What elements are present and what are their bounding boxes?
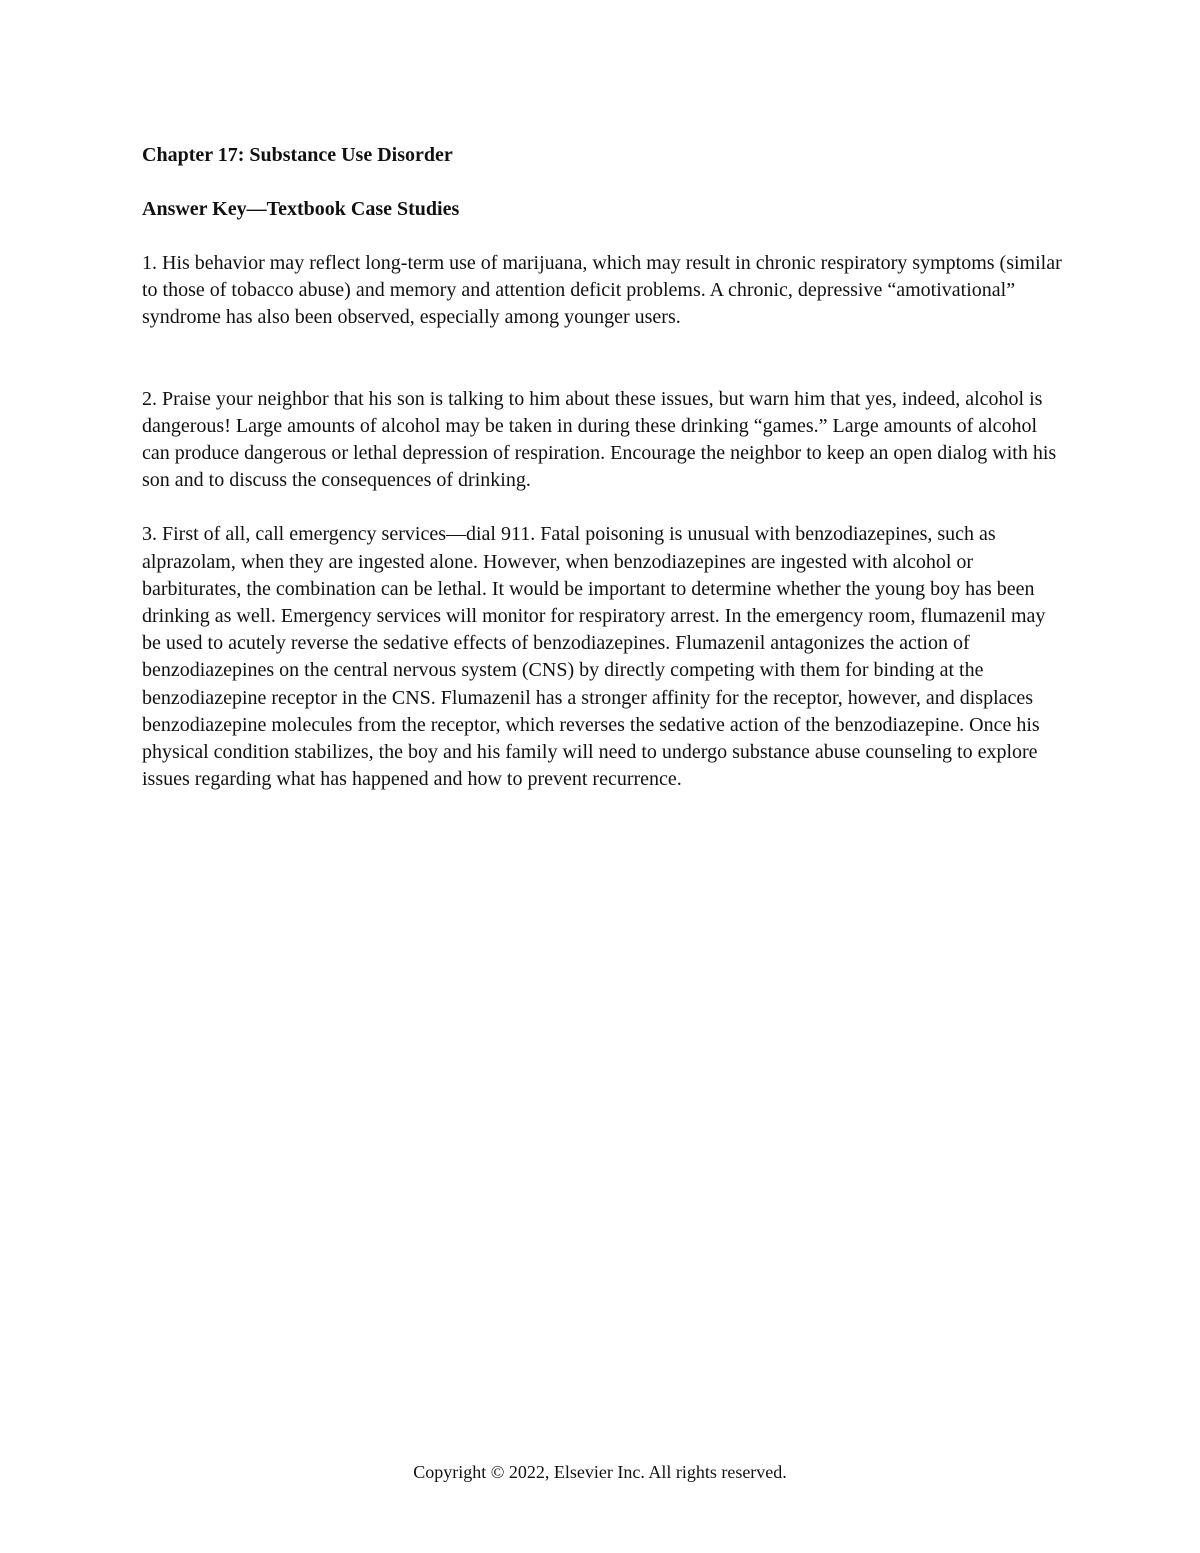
copyright-footer: Copyright © 2022, Elsevier Inc. All rights reserved. <box>413 1462 787 1482</box>
answer-paragraph-3: 3. First of all, call emergency services—dial 911. Fatal poisoning is unusual with benzodiazepines, such as alprazolam, when they are ingested alone. However, when benzodiazepines are ingested with alcohol or barbiturates, the combination can be lethal. It would be important to determine whether the young boy has been drinking as well. Emergency services will monitor for respiratory arrest. In the emergency room, flumazenil may be used to acutely reverse the sedative effects of benzodiazepines. Flumazenil antagonizes the action of benzodiazepines on the central nervous system (CNS) by directly competing with them for binding at the benzodiazepine receptor in the CNS. Flumazenil has a stronger affinity for the receptor, however, and displaces benzodiazepine molecules from the receptor, which reverses the sedative action of the benzodiazepine. Once his physical condition stabilizes, the boy and his family will need to undergo substance abuse counseling to explore issues regarding what has happened and how to prevent recurrence. <box>142 523 1046 791</box>
chapter-title: Chapter 17: Substance Use Disorder <box>142 144 453 166</box>
section-title: Answer Key—Textbook Case Studies <box>142 198 460 220</box>
answer-paragraph-1: 1. His behavior may reflect long-term use of marijuana, which may result in chronic respiratory symptoms (similar to those of tobacco abuse) and memory and attention deficit problems. A chronic, depressive “amotivational” syndrome has also been observed, especially among younger users. <box>142 252 1062 329</box>
document-body <box>142 142 1067 793</box>
answer-paragraph-2: 2. Praise your neighbor that his son is talking to him about these issues, but warn him that yes, indeed, alcohol is dangerous! Large amounts of alcohol may be taken in during these drinking “games.” Large amounts of alcohol can produce dangerous or lethal depression of respiration. Encourage the neighbor to keep an open dialog with his son and to discuss the consequences of drinking. <box>142 387 1057 492</box>
